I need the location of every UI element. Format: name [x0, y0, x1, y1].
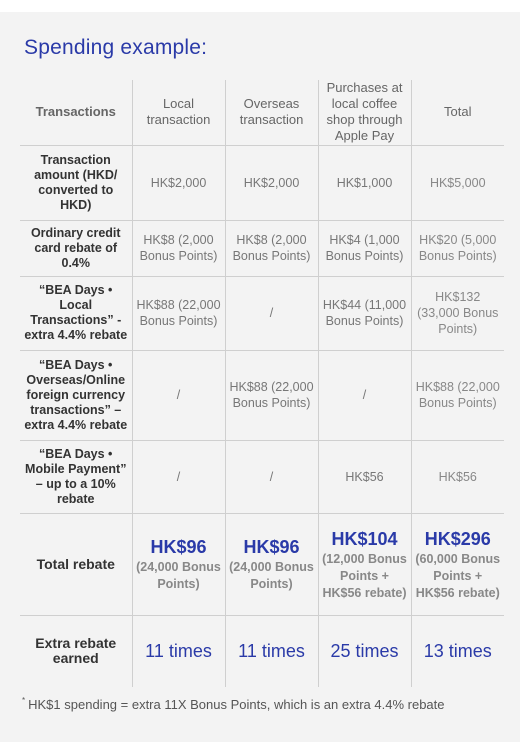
rebate-amount: HK$96	[243, 537, 300, 557]
cell-total: HK$132 (33,000 Bonus Points)	[411, 276, 504, 350]
table-header-row	[20, 80, 504, 145]
header-overseas: Overseas transaction	[225, 80, 318, 145]
page-title: Spending example:	[24, 36, 208, 59]
cell-total: HK$56	[411, 440, 504, 513]
cell-coffee	[318, 513, 411, 615]
cell-overseas: HK$88 (22,000 Bonus Points)	[225, 350, 318, 440]
rebate-detail: (24,000 Bonus Points)	[136, 560, 221, 591]
cell-total	[411, 513, 504, 615]
row-label: Transaction amount (HKD/ converted to HKD)	[20, 145, 132, 220]
rebate-amount: HK$296	[424, 528, 491, 549]
table-row-total-rebate	[20, 513, 504, 615]
cell-local	[132, 513, 225, 615]
cell-local: 11 times	[132, 615, 225, 687]
cell-coffee: HK$4 (1,000 Bonus Points)	[318, 220, 411, 276]
spending-table	[20, 80, 504, 687]
cell-coffee: HK$44 (11,000 Bonus Points)	[318, 276, 411, 350]
cell-overseas: HK$2,000	[225, 145, 318, 220]
cell-local: HK$88 (22,000 Bonus Points)	[132, 276, 225, 350]
header-total: Total	[411, 80, 504, 145]
table-row-extra-rebate	[20, 615, 504, 687]
header-local: Local transaction	[132, 80, 225, 145]
row-label: “BEA Days • Mobile Payment” – up to a 10% rebate	[20, 440, 132, 513]
row-label: Ordinary credit card rebate of 0.4%	[20, 220, 132, 276]
footnote-mark: *	[22, 696, 26, 705]
cell-total: HK$5,000	[411, 145, 504, 220]
table-row	[20, 145, 504, 220]
rebate-detail: (60,000 Bonus Points + HK$56 rebate)	[415, 551, 501, 600]
table-row	[20, 276, 504, 350]
cell-total: HK$88 (22,000 Bonus Points)	[411, 350, 504, 440]
row-label: “BEA Days • Overseas/Online foreign currency transactions” – extra 4.4% rebate	[20, 350, 132, 440]
row-label: Extra rebate earned	[35, 635, 117, 667]
cell-local: /	[132, 440, 225, 513]
header-coffee: Purchases at local coffee shop through Apple Pay	[318, 80, 411, 145]
cell-total: HK$20 (5,000 Bonus Points)	[411, 220, 504, 276]
cell-local: /	[132, 350, 225, 440]
header-transactions: Transactions	[20, 80, 132, 145]
cell-total: 13 times	[411, 615, 504, 687]
cell-overseas: /	[225, 276, 318, 350]
table-row	[20, 220, 504, 276]
cell-coffee: /	[318, 350, 411, 440]
cell-overseas: 11 times	[225, 615, 318, 687]
footnote	[22, 697, 445, 712]
rebate-detail: (24,000 Bonus Points)	[229, 560, 314, 591]
cell-overseas: /	[225, 440, 318, 513]
cell-overseas	[225, 513, 318, 615]
rebate-detail: (12,000 Bonus Points + HK$56 rebate)	[322, 551, 407, 600]
cell-coffee: HK$1,000	[318, 145, 411, 220]
rebate-amount: HK$96	[150, 537, 207, 557]
cell-coffee: 25 times	[318, 615, 411, 687]
cell-local: HK$2,000	[132, 145, 225, 220]
table-row	[20, 440, 504, 513]
cell-overseas: HK$8 (2,000 Bonus Points)	[225, 220, 318, 276]
cell-local: HK$8 (2,000 Bonus Points)	[132, 220, 225, 276]
row-label: Total rebate	[20, 513, 132, 615]
table-row	[20, 350, 504, 440]
cell-coffee: HK$56	[318, 440, 411, 513]
footnote-text: HK$1 spending = extra 11X Bonus Points, which is an extra 4.4% rebate	[28, 697, 445, 712]
row-label: “BEA Days • Local Transactions” - extra 4.4% rebate	[20, 276, 132, 350]
rebate-amount: HK$104	[331, 528, 398, 549]
